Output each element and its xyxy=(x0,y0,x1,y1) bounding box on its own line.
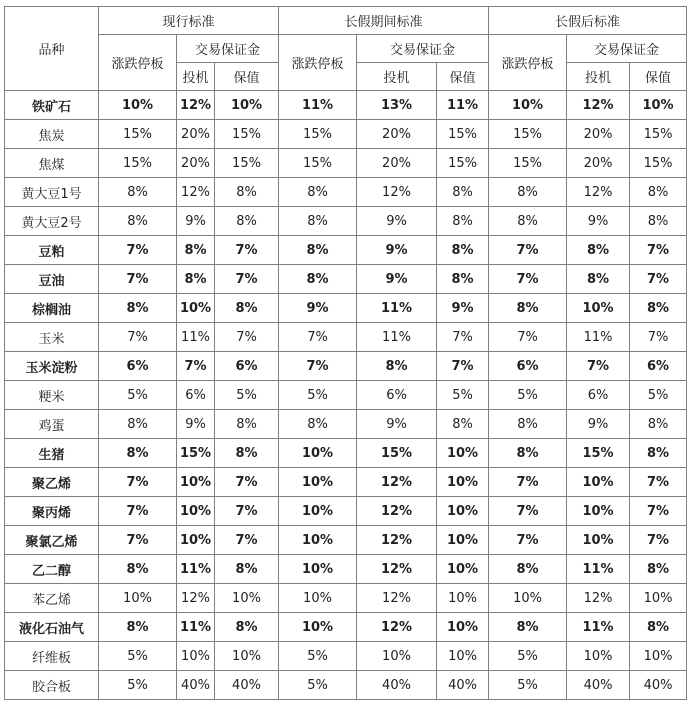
table-row xyxy=(5,671,687,700)
value-cell: 8% xyxy=(99,439,177,468)
value-cell: 9% xyxy=(177,410,215,439)
value-cell: 10% xyxy=(630,584,687,613)
value-cell: 6% xyxy=(489,352,567,381)
value-cell: 12% xyxy=(357,526,437,555)
variety-cell: 鸡蛋 xyxy=(5,410,99,439)
value-cell: 9% xyxy=(357,265,437,294)
value-cell: 15% xyxy=(99,149,177,178)
value-cell: 10% xyxy=(489,91,567,120)
value-cell: 8% xyxy=(279,265,357,294)
variety-cell: 黄大豆2号 xyxy=(5,207,99,236)
value-cell: 8% xyxy=(489,178,567,207)
value-cell: 11% xyxy=(357,294,437,323)
value-cell: 8% xyxy=(489,555,567,584)
value-cell: 12% xyxy=(357,584,437,613)
value-cell: 8% xyxy=(215,294,279,323)
value-cell: 5% xyxy=(99,381,177,410)
table-row xyxy=(5,381,687,410)
value-cell: 6% xyxy=(630,352,687,381)
header-hedge-current: 保值 xyxy=(215,63,279,91)
value-cell: 11% xyxy=(357,323,437,352)
value-cell: 8% xyxy=(630,555,687,584)
value-cell: 5% xyxy=(279,642,357,671)
variety-cell: 棕榈油 xyxy=(5,294,99,323)
table-row xyxy=(5,352,687,381)
variety-cell: 纤维板 xyxy=(5,642,99,671)
value-cell: 8% xyxy=(99,178,177,207)
value-cell: 7% xyxy=(630,497,687,526)
value-cell: 12% xyxy=(357,613,437,642)
value-cell: 8% xyxy=(99,613,177,642)
value-cell: 10% xyxy=(279,555,357,584)
table-row xyxy=(5,178,687,207)
value-cell: 40% xyxy=(630,671,687,700)
value-cell: 8% xyxy=(630,439,687,468)
value-cell: 10% xyxy=(567,497,630,526)
value-cell: 10% xyxy=(279,439,357,468)
value-cell: 10% xyxy=(567,468,630,497)
value-cell: 7% xyxy=(215,265,279,294)
value-cell: 20% xyxy=(177,149,215,178)
value-cell: 7% xyxy=(279,323,357,352)
value-cell: 5% xyxy=(489,642,567,671)
value-cell: 10% xyxy=(279,584,357,613)
value-cell: 7% xyxy=(489,236,567,265)
variety-cell: 豆粕 xyxy=(5,236,99,265)
value-cell: 8% xyxy=(437,178,489,207)
value-cell: 15% xyxy=(177,439,215,468)
value-cell: 6% xyxy=(215,352,279,381)
value-cell: 7% xyxy=(567,352,630,381)
variety-cell: 玉米淀粉 xyxy=(5,352,99,381)
value-cell: 7% xyxy=(437,323,489,352)
value-cell: 7% xyxy=(215,497,279,526)
header-hedge-after: 保值 xyxy=(630,63,687,91)
value-cell: 40% xyxy=(437,671,489,700)
value-cell: 10% xyxy=(437,497,489,526)
value-cell: 8% xyxy=(215,439,279,468)
value-cell: 8% xyxy=(437,410,489,439)
value-cell: 10% xyxy=(567,526,630,555)
value-cell: 10% xyxy=(630,91,687,120)
value-cell: 20% xyxy=(567,120,630,149)
value-cell: 5% xyxy=(630,381,687,410)
value-cell: 5% xyxy=(279,381,357,410)
value-cell: 12% xyxy=(177,91,215,120)
table-row xyxy=(5,410,687,439)
value-cell: 10% xyxy=(567,294,630,323)
value-cell: 7% xyxy=(630,323,687,352)
value-cell: 10% xyxy=(630,642,687,671)
table-row xyxy=(5,207,687,236)
value-cell: 40% xyxy=(177,671,215,700)
table-row xyxy=(5,439,687,468)
value-cell: 11% xyxy=(567,323,630,352)
table-row xyxy=(5,149,687,178)
value-cell: 8% xyxy=(99,410,177,439)
value-cell: 8% xyxy=(489,410,567,439)
value-cell: 15% xyxy=(357,439,437,468)
variety-cell: 焦炭 xyxy=(5,120,99,149)
margin-table xyxy=(4,6,687,700)
value-cell: 10% xyxy=(437,439,489,468)
value-cell: 11% xyxy=(177,613,215,642)
variety-cell: 粳米 xyxy=(5,381,99,410)
value-cell: 8% xyxy=(177,236,215,265)
value-cell: 8% xyxy=(215,410,279,439)
value-cell: 10% xyxy=(279,526,357,555)
value-cell: 7% xyxy=(630,468,687,497)
value-cell: 8% xyxy=(489,613,567,642)
value-cell: 8% xyxy=(177,265,215,294)
value-cell: 40% xyxy=(215,671,279,700)
value-cell: 12% xyxy=(567,178,630,207)
value-cell: 15% xyxy=(489,149,567,178)
value-cell: 8% xyxy=(630,410,687,439)
value-cell: 11% xyxy=(279,91,357,120)
value-cell: 10% xyxy=(489,584,567,613)
value-cell: 12% xyxy=(177,584,215,613)
value-cell: 10% xyxy=(437,584,489,613)
value-cell: 12% xyxy=(357,555,437,584)
value-cell: 8% xyxy=(99,555,177,584)
value-cell: 8% xyxy=(630,613,687,642)
table-row xyxy=(5,613,687,642)
value-cell: 12% xyxy=(567,91,630,120)
value-cell: 10% xyxy=(279,613,357,642)
variety-cell: 焦煤 xyxy=(5,149,99,178)
value-cell: 15% xyxy=(567,439,630,468)
value-cell: 7% xyxy=(99,265,177,294)
value-cell: 10% xyxy=(215,91,279,120)
value-cell: 10% xyxy=(177,468,215,497)
value-cell: 5% xyxy=(99,642,177,671)
header-group-after: 长假后标准 xyxy=(489,7,687,35)
table-row xyxy=(5,468,687,497)
header-limit-holiday: 涨跌停板 xyxy=(279,35,357,91)
value-cell: 15% xyxy=(279,149,357,178)
variety-cell: 黄大豆1号 xyxy=(5,178,99,207)
value-cell: 7% xyxy=(437,352,489,381)
value-cell: 9% xyxy=(279,294,357,323)
value-cell: 10% xyxy=(567,642,630,671)
value-cell: 10% xyxy=(177,642,215,671)
value-cell: 7% xyxy=(630,265,687,294)
value-cell: 8% xyxy=(630,294,687,323)
value-cell: 20% xyxy=(357,149,437,178)
table-row xyxy=(5,120,687,149)
value-cell: 5% xyxy=(215,381,279,410)
variety-cell: 液化石油气 xyxy=(5,613,99,642)
value-cell: 12% xyxy=(357,468,437,497)
value-cell: 7% xyxy=(215,323,279,352)
value-cell: 10% xyxy=(279,468,357,497)
table-body xyxy=(5,91,687,700)
value-cell: 8% xyxy=(437,207,489,236)
value-cell: 8% xyxy=(215,207,279,236)
variety-cell: 铁矿石 xyxy=(5,91,99,120)
value-cell: 7% xyxy=(489,526,567,555)
header-spec-after: 投机 xyxy=(567,63,630,91)
variety-cell: 生猪 xyxy=(5,439,99,468)
value-cell: 8% xyxy=(567,236,630,265)
header-limit-after: 涨跌停板 xyxy=(489,35,567,91)
header-group-current: 现行标准 xyxy=(99,7,279,35)
value-cell: 7% xyxy=(489,323,567,352)
value-cell: 10% xyxy=(177,526,215,555)
value-cell: 11% xyxy=(177,555,215,584)
variety-cell: 苯乙烯 xyxy=(5,584,99,613)
value-cell: 11% xyxy=(567,555,630,584)
value-cell: 9% xyxy=(567,410,630,439)
table-row xyxy=(5,526,687,555)
value-cell: 8% xyxy=(630,207,687,236)
value-cell: 11% xyxy=(567,613,630,642)
table-row xyxy=(5,584,687,613)
variety-cell: 胶合板 xyxy=(5,671,99,700)
value-cell: 7% xyxy=(489,468,567,497)
value-cell: 7% xyxy=(215,526,279,555)
value-cell: 11% xyxy=(437,91,489,120)
value-cell: 9% xyxy=(437,294,489,323)
table-row xyxy=(5,555,687,584)
value-cell: 8% xyxy=(279,207,357,236)
value-cell: 9% xyxy=(567,207,630,236)
value-cell: 7% xyxy=(99,468,177,497)
value-cell: 10% xyxy=(437,613,489,642)
value-cell: 15% xyxy=(489,120,567,149)
value-cell: 5% xyxy=(489,671,567,700)
value-cell: 7% xyxy=(489,497,567,526)
value-cell: 13% xyxy=(357,91,437,120)
variety-cell: 聚氯乙烯 xyxy=(5,526,99,555)
value-cell: 7% xyxy=(630,236,687,265)
value-cell: 5% xyxy=(437,381,489,410)
table-row xyxy=(5,265,687,294)
value-cell: 12% xyxy=(177,178,215,207)
value-cell: 9% xyxy=(357,410,437,439)
value-cell: 20% xyxy=(357,120,437,149)
value-cell: 10% xyxy=(99,91,177,120)
value-cell: 10% xyxy=(357,642,437,671)
variety-cell: 聚乙烯 xyxy=(5,468,99,497)
variety-cell: 玉米 xyxy=(5,323,99,352)
value-cell: 8% xyxy=(279,410,357,439)
value-cell: 7% xyxy=(99,323,177,352)
variety-cell: 豆油 xyxy=(5,265,99,294)
header-margin-current: 交易保证金 xyxy=(177,35,279,63)
value-cell: 8% xyxy=(99,207,177,236)
value-cell: 10% xyxy=(99,584,177,613)
value-cell: 8% xyxy=(437,236,489,265)
value-cell: 15% xyxy=(437,149,489,178)
value-cell: 6% xyxy=(567,381,630,410)
header-margin-holiday: 交易保证金 xyxy=(357,35,489,63)
value-cell: 5% xyxy=(99,671,177,700)
table-row xyxy=(5,294,687,323)
value-cell: 7% xyxy=(489,265,567,294)
value-cell: 10% xyxy=(437,526,489,555)
value-cell: 10% xyxy=(437,642,489,671)
value-cell: 9% xyxy=(177,207,215,236)
value-cell: 10% xyxy=(177,497,215,526)
value-cell: 5% xyxy=(279,671,357,700)
value-cell: 10% xyxy=(215,584,279,613)
value-cell: 8% xyxy=(279,236,357,265)
value-cell: 7% xyxy=(215,468,279,497)
header-hedge-holiday: 保值 xyxy=(437,63,489,91)
value-cell: 15% xyxy=(279,120,357,149)
value-cell: 15% xyxy=(215,120,279,149)
header-limit-current: 涨跌停板 xyxy=(99,35,177,91)
value-cell: 8% xyxy=(279,178,357,207)
variety-cell: 乙二醇 xyxy=(5,555,99,584)
value-cell: 8% xyxy=(215,555,279,584)
table-row xyxy=(5,642,687,671)
value-cell: 7% xyxy=(215,236,279,265)
header-spec-holiday: 投机 xyxy=(357,63,437,91)
value-cell: 6% xyxy=(357,381,437,410)
value-cell: 10% xyxy=(215,642,279,671)
value-cell: 10% xyxy=(279,497,357,526)
value-cell: 11% xyxy=(177,323,215,352)
value-cell: 10% xyxy=(177,294,215,323)
table-row xyxy=(5,323,687,352)
table-row xyxy=(5,91,687,120)
value-cell: 7% xyxy=(99,526,177,555)
value-cell: 8% xyxy=(489,439,567,468)
value-cell: 6% xyxy=(177,381,215,410)
value-cell: 40% xyxy=(567,671,630,700)
value-cell: 20% xyxy=(567,149,630,178)
value-cell: 8% xyxy=(357,352,437,381)
header-margin-after: 交易保证金 xyxy=(567,35,687,63)
value-cell: 9% xyxy=(357,207,437,236)
value-cell: 7% xyxy=(99,236,177,265)
value-cell: 8% xyxy=(99,294,177,323)
value-cell: 20% xyxy=(177,120,215,149)
table-row xyxy=(5,497,687,526)
value-cell: 15% xyxy=(99,120,177,149)
value-cell: 12% xyxy=(357,497,437,526)
value-cell: 15% xyxy=(215,149,279,178)
value-cell: 40% xyxy=(357,671,437,700)
value-cell: 8% xyxy=(489,294,567,323)
value-cell: 5% xyxy=(489,381,567,410)
value-cell: 15% xyxy=(630,120,687,149)
value-cell: 9% xyxy=(357,236,437,265)
value-cell: 8% xyxy=(489,207,567,236)
header-spec-current: 投机 xyxy=(177,63,215,91)
value-cell: 10% xyxy=(437,468,489,497)
value-cell: 8% xyxy=(437,265,489,294)
value-cell: 15% xyxy=(437,120,489,149)
value-cell: 15% xyxy=(630,149,687,178)
value-cell: 7% xyxy=(99,497,177,526)
value-cell: 7% xyxy=(630,526,687,555)
value-cell: 7% xyxy=(279,352,357,381)
header-variety: 品种 xyxy=(5,7,99,91)
table-row xyxy=(5,236,687,265)
value-cell: 8% xyxy=(215,613,279,642)
header-group-holiday: 长假期间标准 xyxy=(279,7,489,35)
variety-cell: 聚丙烯 xyxy=(5,497,99,526)
value-cell: 12% xyxy=(357,178,437,207)
value-cell: 8% xyxy=(630,178,687,207)
value-cell: 12% xyxy=(567,584,630,613)
value-cell: 10% xyxy=(437,555,489,584)
value-cell: 6% xyxy=(99,352,177,381)
value-cell: 7% xyxy=(177,352,215,381)
value-cell: 8% xyxy=(215,178,279,207)
value-cell: 8% xyxy=(567,265,630,294)
